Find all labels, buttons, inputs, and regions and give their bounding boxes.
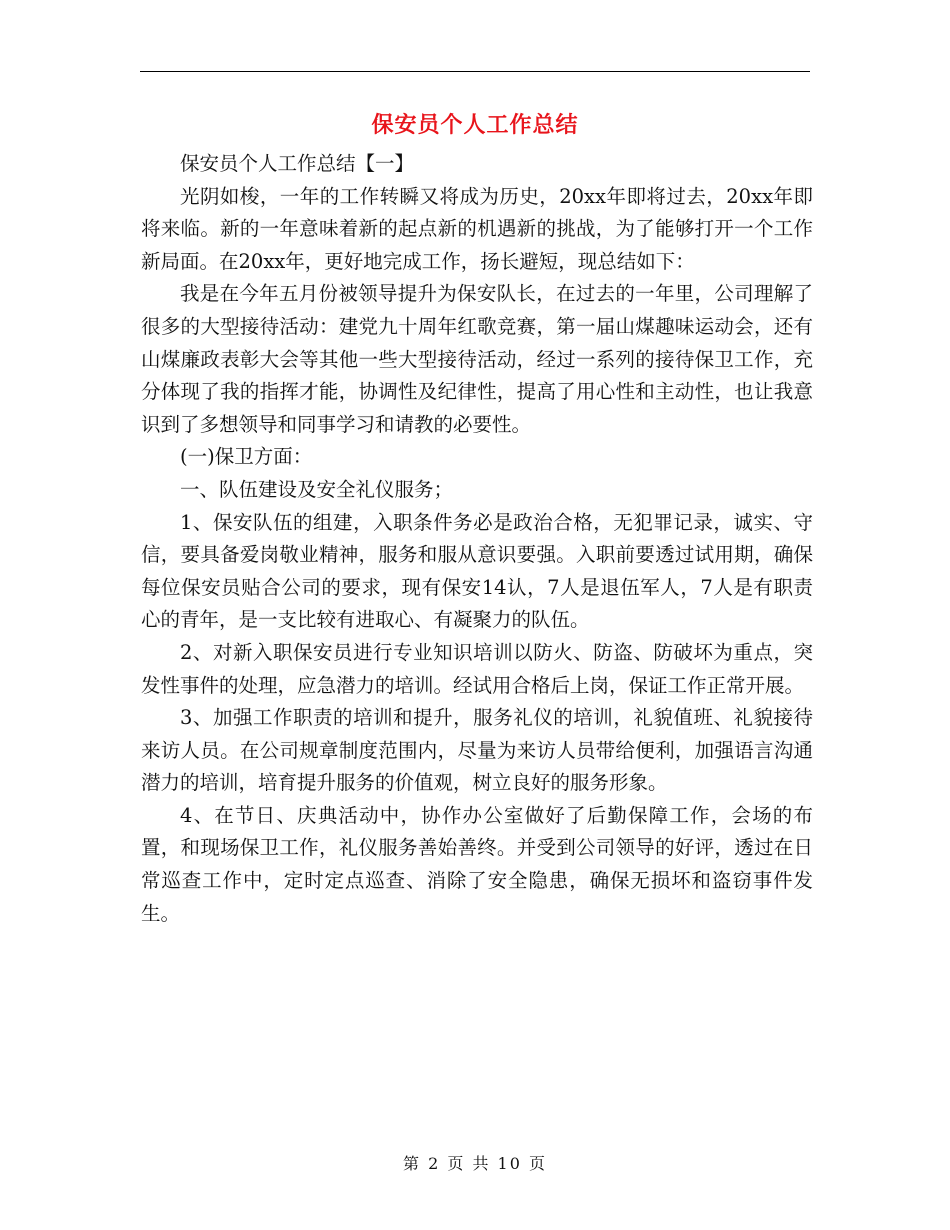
document-title: 保安员个人工作总结 <box>371 112 579 138</box>
subsection-heading: (一)保卫方面： <box>180 445 313 469</box>
list-item: 3、加强工作职责的培训和提升，服务礼仪的培训，礼貌值班、礼貌接待来访人员。在公司规章制度范围内，尽量为来访人员带给便利，加强语言沟通潜力的培训，培育提升服务的价值观，树立良好的服务形象。 <box>141 706 813 795</box>
body-paragraph: 光阴如梭，一年的工作转瞬又将成为历史，20xx年即将过去，20xx年即将来临。新的一年意味着新的起点新的机遇新的挑战，为了能够打开一个工作新局面。在20xx年，更好地完成工作，扬长避短，现总结如下： <box>141 184 813 273</box>
header-rule <box>140 71 810 72</box>
body-paragraph: 我是在今年五月份被领导提升为保安队长，在过去的一年里，公司理解了很多的大型接待活动：建党九十周年红歌竞赛，第一届山煤趣味运动会，还有山煤廉政表彰大会等其他一些大型接待活动，经过一系列的接待保卫工作，充分体现了我的指挥才能，协调性及纪律性，提高了用心性和主动性，也让我意识到了多想领导和同事学习和请教的必要性。 <box>141 282 813 436</box>
section-heading: 保安员个人工作总结【一】 <box>180 152 415 175</box>
list-item: 4、在节日、庆典活动中，协作办公室做好了后勤保障工作，会场的布置，和现场保卫工作，礼仪服务善始善终。并受到公司领导的好评，透过在日常巡查工作中，定时定点巡查、消除了安全隐患，确保无损坏和盗窃事件发生。 <box>141 803 813 925</box>
page-number-footer: 第 2 页 共 10 页 <box>403 1154 547 1173</box>
list-item: 1、保安队伍的组建，入职条件务必是政治合格，无犯罪记录，诚实、守信，要具备爱岗敬业精神，服务和服从意识要强。入职前要透过试用期，确保每位保安员贴合公司的要求，现有保安14认，7人是退伍军人，7人是有职责心的青年，是一支比较有进取心、有凝聚力的队伍。 <box>141 510 813 632</box>
document-body <box>141 148 813 930</box>
list-item: 2、对新入职保安员进行专业知识培训以防火、防盗、防破坏为重点，突发性事件的处理，应急潜力的培训。经试用合格后上岗，保证工作正常开展。 <box>141 640 813 697</box>
item-heading: 一、队伍建设及安全礼仪服务； <box>180 477 454 501</box>
